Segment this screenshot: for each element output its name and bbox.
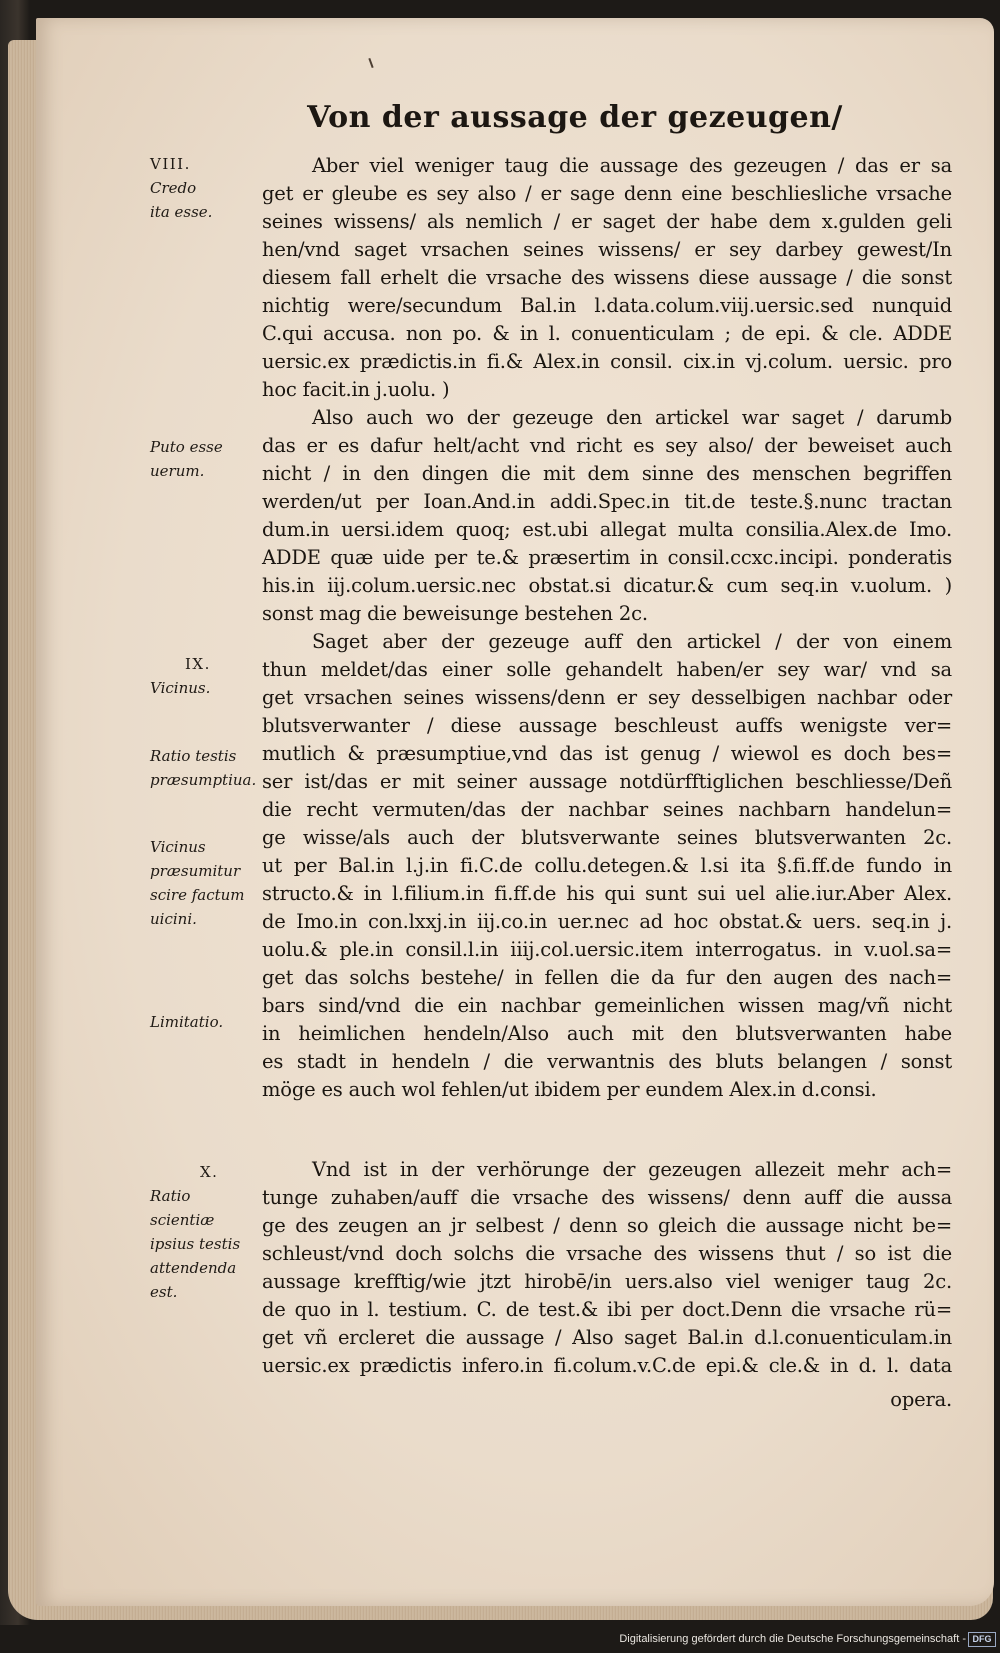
margin-note-text: Ratio testis præsumptiua. [150, 747, 257, 789]
body-line: ADDE quæ uide per te.& præsertim in consil.ccxc.incipi. ponderatis [262, 546, 952, 569]
body-line: aussage krefftig/wie jtzt hirobē/in uers.also viel weniger taug 2c. [262, 1270, 952, 1293]
margin-note-number: IX. [185, 655, 211, 673]
body-line: blutsverwanter / diese aussage beschleust auffs wenigste ver= [262, 714, 952, 737]
body-line: ge des zeugen an jr selbest / denn so gleich die aussage nicht be= [262, 1214, 952, 1237]
margin-note-ratio-scientiae [150, 1184, 260, 1304]
catchword: opera. [890, 1388, 952, 1411]
body-line: es stadt in hendeln / die verwantnis des bluts belangen / sonst [262, 1050, 952, 1073]
body-line: nicht / in den dingen die mit dem sinne des menschen begriffen [262, 462, 952, 485]
body-line: ge wisse/als auch der blutsverwante seines blutsverwanten 2c. [262, 826, 952, 849]
body-line: ser ist/das er mit seiner aussage notdürfftiglichen beschliesse/Deñ [262, 770, 952, 793]
body-line: Also auch wo der gezeuge den artickel war saget / darumb [312, 406, 952, 429]
body-line: uersic.ex prædictis infero.in fi.colum.v.C.de epi.& cle.& in d. l. data [262, 1354, 952, 1377]
body-line: thun meldet/das einer solle gehandelt haben/er sey war/ vnd sa [262, 658, 952, 681]
body-line: bars sind/vnd die ein nachbar gemeinlichen wissen mag/vñ nicht [262, 994, 952, 1017]
body-line: mutlich & præsumptiue,vnd das ist genug / wiewol es doch bes= [262, 742, 952, 765]
dfg-logo: DFG [968, 1632, 996, 1647]
body-line: de Imo.in con.lxxj.in iij.co.in uer.nec ad hoc obstat.& uers. seq.in j. [262, 910, 952, 933]
body-line: dum.in uersi.idem quoq; est.ubi allegat multa consilia.Alex.de Imo. [262, 518, 952, 541]
body-line: Vnd ist in der verhörunge der gezeugen allezeit mehr ach= [312, 1158, 952, 1181]
body-line: his.in iij.colum.uersic.nec obstat.si dicatur.& cum seq.in v.uolum. ) [262, 574, 952, 597]
body-line: get vrsachen seines wissens/denn er sey desselbigen nachbar oder [262, 686, 952, 709]
body-line: get das solchs bestehe/ in fellen die da fur den augen des nach= [262, 966, 952, 989]
body-line: möge es auch wol fehlen/ut ibidem per eundem Alex.in d.consi. [262, 1078, 877, 1101]
body-line: nichtig were/secundum Bal.in l.data.colum.viij.uersic.sed nunquid [262, 294, 952, 317]
margin-note-viii [150, 152, 260, 224]
margin-note-text: Vicinus præsumitur scire factum uicini. [150, 838, 245, 928]
margin-note-text: Ratio scientiæ ipsius testis attendenda est. [150, 1187, 241, 1301]
margin-note-number: VIII. [150, 155, 191, 173]
body-line: sonst mag die beweisunge bestehen 2c. [262, 602, 648, 625]
margin-note-text: Limitatio. [150, 1013, 224, 1031]
body-line: schleust/vnd doch solchs die vrsache des wissens thut / so ist die [262, 1242, 952, 1265]
margin-note-limitatio [150, 1010, 260, 1034]
margin-note-text: Vicinus. [150, 679, 211, 697]
body-line: C.qui accusa. non po. & in l. conuenticulam ; de epi. & cle. ADDE [262, 322, 952, 345]
margin-note-vicinus-praesumitur [150, 835, 260, 931]
body-line: werden/ut per Ioan.And.in addi.Spec.in tit.de teste.§.nunc tractan [262, 490, 952, 513]
body-line: Aber viel weniger taug die aussage des gezeugen / das er sa [312, 154, 952, 177]
body-line: Saget aber der gezeuge auff den artickel / der von einem [312, 630, 952, 653]
body-line: hoc facit.in j.uolu. ) [262, 378, 450, 401]
margin-note-text: Credo ita esse. [150, 179, 213, 221]
body-line: de quo in l. testium. C. de test.& ibi per doct.Denn die vrsache rü= [262, 1298, 952, 1321]
body-line: seines wissens/ als nemlich / er saget der habe dem x.gulden geli [262, 210, 952, 233]
margin-note-ratio-testis [150, 744, 260, 792]
body-line: in heimlichen hendeln/Also auch mit den blutsverwanten habe [262, 1022, 952, 1045]
body-line: ut per Bal.in l.j.in fi.C.de collu.detegen.& l.si ita §.fi.ff.de fundo in [262, 854, 952, 877]
body-line: uolu.& ple.in consil.l.in iiij.col.uersic.item interrogatus. in v.uol.sa= [262, 938, 952, 961]
body-line: structo.& in l.filium.in fi.ff.de his qui sunt sui uel alie.iur.Aber Alex. [262, 882, 952, 905]
body-line: tunge zuhaben/auff die vrsache des wissens/ denn auff die aussa [262, 1186, 952, 1209]
body-line: get vñ ercleret die aussage / Also saget Bal.in d.l.conuenticulam.in [262, 1326, 952, 1349]
margin-note-vicinus [150, 676, 260, 700]
body-line: das er es dafur helt/acht vnd richt es sey also/ der beweiset auch [262, 434, 952, 457]
body-line: uersic.ex prædictis.in fi.& Alex.in consil. cix.in vj.colum. uersic. pro [262, 350, 952, 373]
margin-note-number: X. [200, 1163, 219, 1181]
page-header: Von der aussage der gezeugen/ [307, 100, 843, 135]
margin-note-puto [150, 435, 260, 483]
body-line: get er gleube es sey also / er sage denn eine beschliesliche vrsache [262, 182, 952, 205]
body-line: die recht vermuten/das der nachbar seines nachbarn handelun= [262, 798, 952, 821]
body-line: diesem fall erhelt die vrsache des wissens diese aussage / die sonst [262, 266, 952, 289]
margin-note-text: Puto esse uerum. [150, 438, 223, 480]
digitization-credit: Digitalisierung gefördert durch die Deutsche Forschungsgemeinschaft - [619, 1633, 966, 1645]
body-line: hen/vnd saget vrsachen seines wissens/ er sey darbey gewest/In [262, 238, 952, 261]
